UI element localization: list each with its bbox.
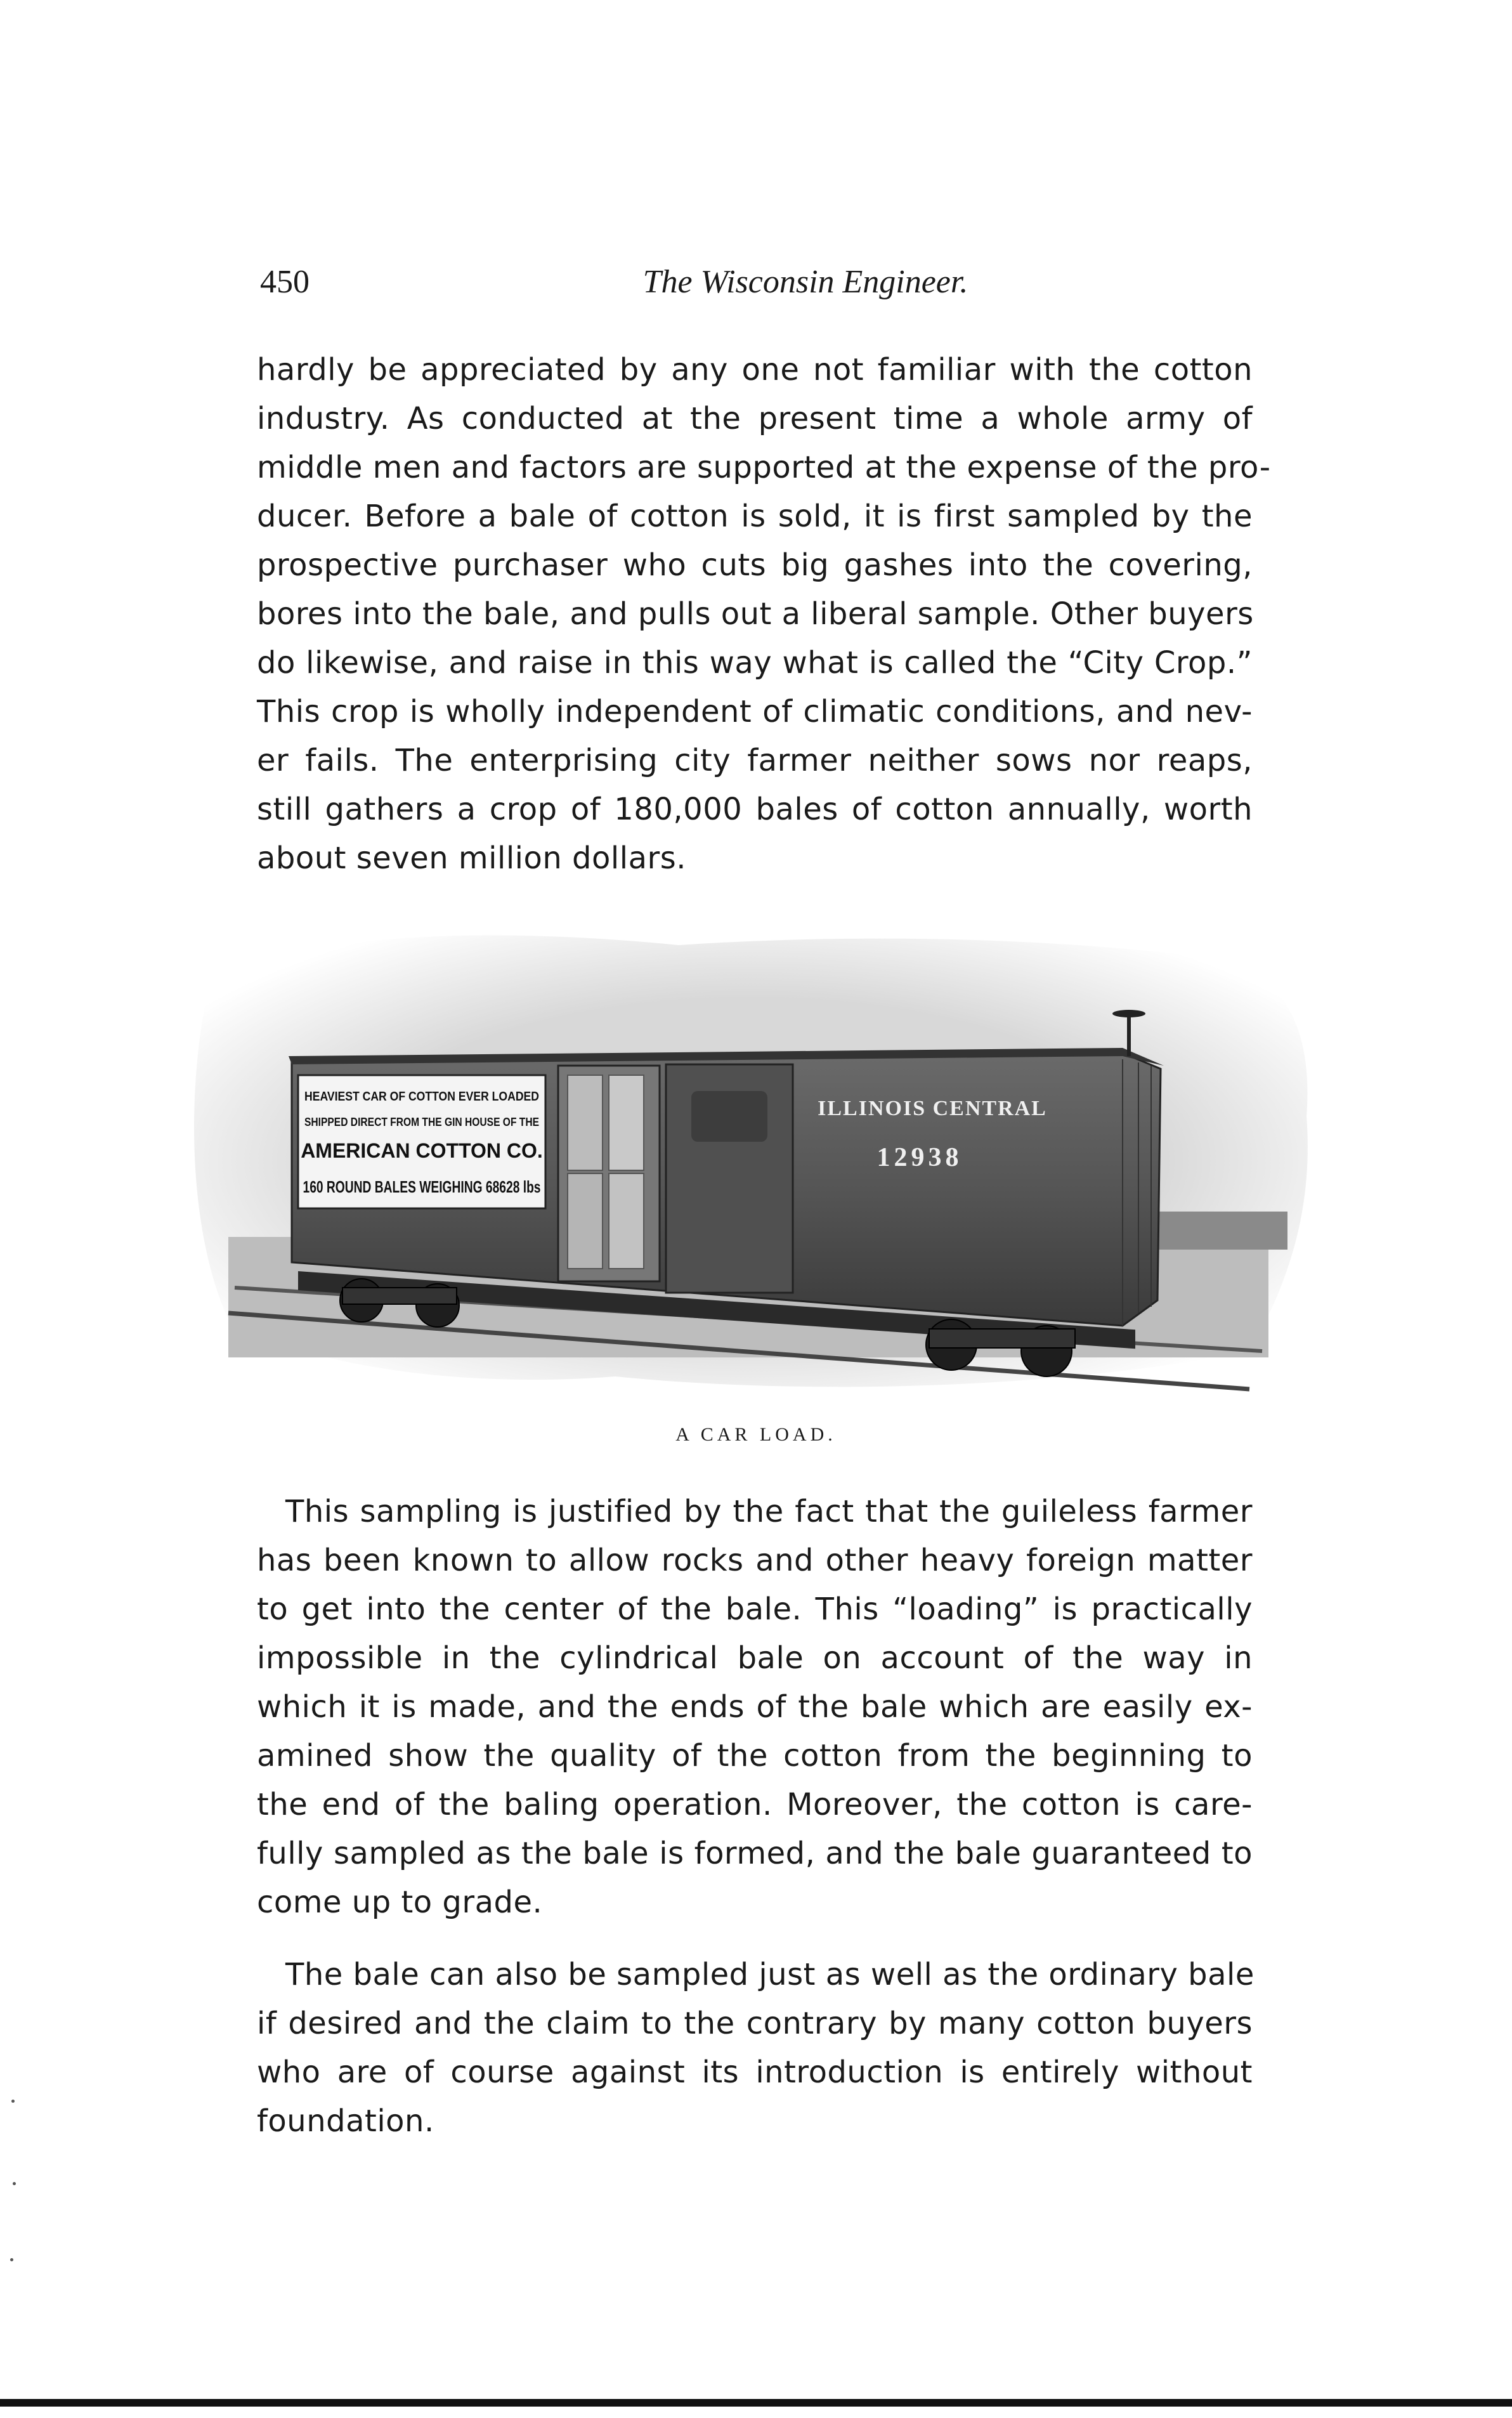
- boxcar-photo: [171, 907, 1326, 1415]
- sign-line-4: 160 ROUND BALES WEIGHING 68628 lbs: [303, 1177, 541, 1196]
- sign-line-2: SHIPPED DIRECT FROM THE GIN HOUSE OF THE: [304, 1116, 539, 1128]
- text-line: has been known to allow rocks and other heavy foreign matter: [257, 1543, 1253, 1578]
- brake-wheel: [1112, 1010, 1145, 1017]
- cotton-bale: [609, 1173, 644, 1269]
- paragraph-1: [257, 346, 1271, 883]
- figure-caption: A CAR LOAD.: [675, 1424, 837, 1445]
- text-line: This crop is wholly independent of climatic conditions, and nev-: [257, 694, 1253, 729]
- paragraph-3: [257, 1951, 1253, 2146]
- margin-speck: [11, 2100, 15, 2103]
- text-line: who are of course against its introduction is entirely without: [257, 2055, 1253, 2090]
- horizon: [1154, 1212, 1287, 1250]
- text-line: foundation.: [257, 2103, 434, 2139]
- text-line: impossible in the cylindrical bale on account of the way in: [257, 1640, 1253, 1676]
- text-line: This sampling is justified by the fact that the guileless farmer: [285, 1494, 1253, 1529]
- text-line: prospective purchaser who cuts big gashes into the covering,: [257, 547, 1253, 583]
- car-number: 12938: [877, 1143, 963, 1172]
- text-line: bores into the bale, and pulls out a liberal sample. Other buyers: [257, 596, 1254, 632]
- text-line: which it is made, and the ends of the bale which are easily ex-: [257, 1689, 1253, 1725]
- text-line: industry. As conducted at the present time a whole army of: [257, 401, 1253, 436]
- text-line: about seven million dollars.: [257, 840, 686, 876]
- sign-line-3: AMERICAN COTTON CO.: [301, 1139, 543, 1162]
- text-line: to get into the center of the bale. This “loading” is practically: [257, 1591, 1253, 1627]
- text-line: the end of the baling operation. Moreover, the cotton is care-: [257, 1787, 1253, 1822]
- text-line: do likewise, and raise in this way what is called the “City Crop.”: [257, 645, 1253, 681]
- paragraph-2: [257, 1487, 1253, 1927]
- boxcar-illustration: [171, 907, 1326, 1415]
- text-line: if desired and the claim to the contrary by many cotton buyers: [257, 2006, 1253, 2041]
- text-line: The bale can also be sampled just as well as the ordinary bale: [285, 1957, 1255, 1992]
- text-line: come up to grade.: [257, 1885, 543, 1920]
- text-line: er fails. The enterprising city farmer neither sows nor reaps,: [257, 743, 1253, 778]
- text-line: amined show the quality of the cotton from the beginning to: [257, 1738, 1253, 1774]
- cotton-bale: [568, 1075, 603, 1170]
- text-line: hardly be appreciated by any one not familiar with the cotton: [257, 352, 1253, 388]
- page-number: 450: [260, 264, 310, 300]
- cotton-bale: [609, 1075, 644, 1170]
- text-line: fully sampled as the bale is formed, and the bale guaranteed to: [257, 1836, 1253, 1871]
- text-line: still gathers a crop of 180,000 bales of cotton annually, worth: [257, 792, 1253, 827]
- door-patch: [691, 1091, 767, 1142]
- text-line: ducer. Before a bale of cotton is sold, it is first sampled by the: [257, 499, 1253, 534]
- text-line: middle men and factors are supported at the expense of the pro-: [257, 450, 1271, 485]
- margin-speck: [13, 2182, 16, 2185]
- page-header: [260, 263, 1249, 308]
- margin-speck: [10, 2258, 13, 2261]
- scan-edge: [0, 2399, 1512, 2407]
- car-name: ILLINOIS CENTRAL: [818, 1097, 1047, 1120]
- running-title: The Wisconsin Engineer.: [642, 264, 968, 300]
- cotton-bale: [568, 1173, 603, 1269]
- sign-line-1: HEAVIEST CAR OF COTTON EVER LOADED: [304, 1090, 539, 1104]
